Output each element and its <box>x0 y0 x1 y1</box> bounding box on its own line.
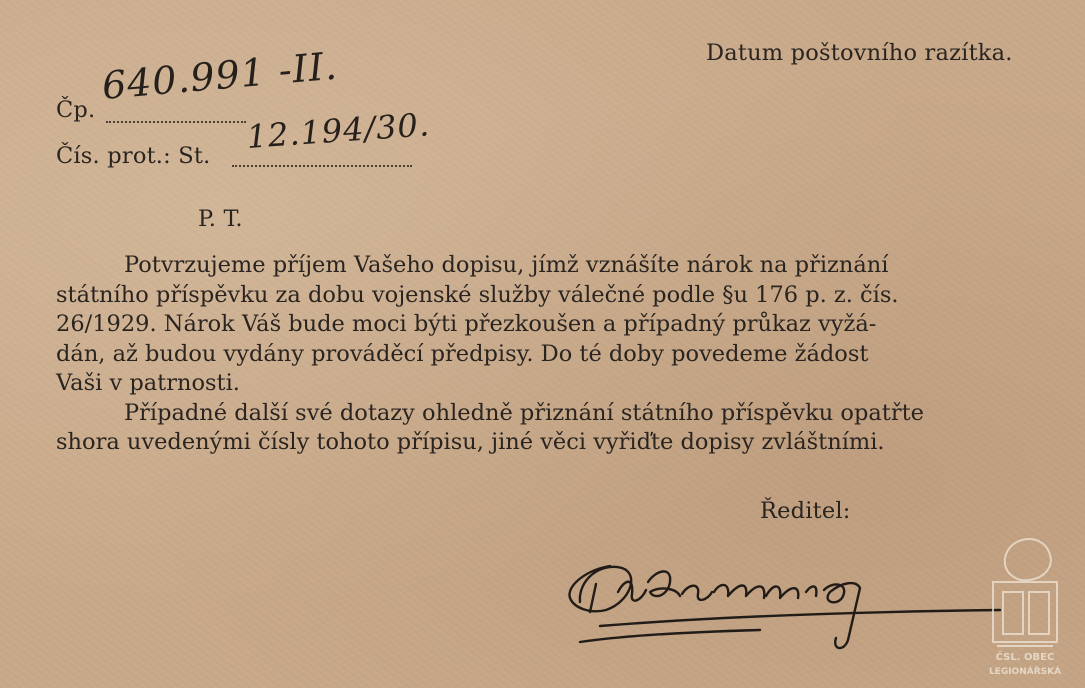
paragraph-line: 26/1929. Nárok Váš bude moci býti přezkoušen a případný průkaz vyžá- <box>56 311 877 337</box>
paragraph-1 <box>56 251 1050 399</box>
legion-watermark-logo <box>975 522 1075 684</box>
postmark-date-label: Datum poštovního razítka. <box>706 40 1013 66</box>
protocol-dotted-line <box>232 165 412 167</box>
paragraph-2 <box>56 399 1050 458</box>
paragraph-line: Potvrzujeme příjem Vašeho dopisu, jímž vznášíte nárok na přiznání <box>124 252 889 278</box>
paragraph-line: shora uvedenými čísly tohoto přípisu, jiné věci vyřiďte dopisy zvláštními. <box>56 429 885 455</box>
paragraph-line: Případné další své dotazy ohledně přiznání státního příspěvku opatřte <box>124 399 924 426</box>
cp-label: Čp. <box>56 97 96 123</box>
watermark-text-line2: LEGIONÁŘSKÁ <box>988 667 1062 677</box>
director-title: Ředitel: <box>760 498 851 524</box>
paragraph-line: Vaši v patrnosti. <box>56 370 240 396</box>
watermark-text-line1: ČSL. OBEC <box>995 652 1055 663</box>
paragraph-line: dán, až budou vydány prováděcí předpisy. Do té doby povedeme žádost <box>56 340 869 367</box>
salutation: P. T. <box>198 206 243 232</box>
letter-body <box>56 251 1050 458</box>
protocol-number-label: Čís. prot.: St. <box>56 143 211 169</box>
protocol-handwritten-number: 12.194/30. <box>245 105 432 156</box>
paragraph-line: státního příspěvku za dobu vojenské služby válečné podle §u 176 p. z. čís. <box>56 281 899 308</box>
cp-dotted-line <box>106 121 246 123</box>
cp-handwritten-number: 640.991 -II. <box>100 43 340 109</box>
